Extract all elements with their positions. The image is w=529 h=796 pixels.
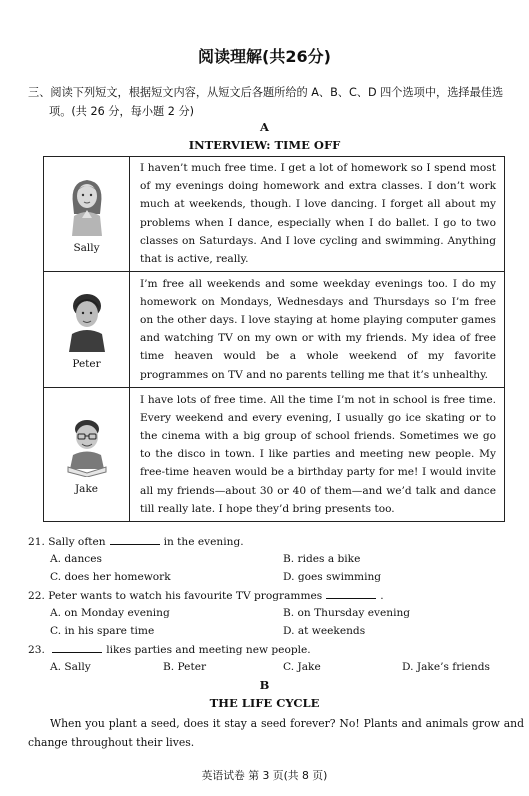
question-23 — [28, 643, 311, 656]
question-number: 23. — [28, 644, 45, 656]
photo-cell — [44, 157, 130, 272]
option-c: C. in his spare time — [50, 625, 155, 637]
option-a: A. Sally — [50, 661, 91, 673]
girl-photo — [64, 174, 110, 236]
boy-photo — [64, 290, 110, 352]
option-b: B. Peter — [163, 661, 207, 673]
option-b: B. on Thursday evening — [283, 607, 411, 619]
option-d: D. goes swimming — [283, 571, 382, 583]
photo-cell — [44, 272, 130, 388]
option-a: A. dances — [50, 553, 102, 565]
option-a: A. on Monday evening — [50, 607, 170, 619]
option-d: D. Jake’s friends — [402, 661, 490, 673]
section-a-heading: INTERVIEW: TIME OFF — [188, 138, 341, 152]
photo-cell — [44, 388, 130, 522]
boy-with-book-photo — [64, 415, 110, 477]
question-21 — [28, 535, 244, 548]
option-c: C. Jake — [283, 661, 321, 673]
page-footer: 英语试卷 第 3 页(共 8 页) — [201, 769, 328, 782]
answer-blank — [52, 643, 102, 653]
student-statement: I’m free all weekends and some weekday evenings too. I do my homework on Mondays, Wednesdays and Thursdays so I’m free on the other days. I love staying at home playing computer games and watching TV on my own or with my friends. My idea of free time heaven would be a whole weekend of my favorite programmes on TV and no parents telling me that it’s unhealthy. — [130, 272, 505, 388]
section-b-heading: THE LIFE CYCLE — [209, 696, 320, 710]
question-stem-end: likes parties and meeting new people. — [106, 644, 311, 656]
section-a-label: A — [260, 120, 269, 134]
option-d: D. at weekends — [283, 625, 366, 637]
question-22 — [28, 589, 384, 602]
question-stem-end: . — [380, 590, 384, 602]
page-title: 阅读理解(共26分) — [198, 47, 331, 66]
answer-blank — [110, 535, 160, 545]
question-stem-end: in the evening. — [163, 536, 244, 548]
student-statement: I have lots of free time. All the time I’m not in school is free time. Every weekend and every evening, I usually go ice skating or to the cinema with a big group of school friends. Sometimes we go to the disco in town. I like parties and meeting new people. My free-time heaven would be a birthday party for me! I would invite all my friends—about 30 or 40 of them—and we’d talk and dance till really late. I hope they’d bring presents too. — [130, 388, 505, 522]
section-b-label: B — [259, 678, 270, 692]
table-row — [44, 157, 505, 272]
student-name: Sally — [73, 242, 100, 255]
question-number: 21. — [28, 536, 45, 548]
instructions-line-1: 三、阅读下列短文，根据短文内容，从短文后各题所给的 A、B、C、D 四个选项中，选择最佳选 — [28, 86, 504, 99]
question-number: 22. — [28, 590, 45, 602]
section-b-paragraph: When you plant a seed, does it stay a seed forever? No! Plants and animals grow and change throughout their lives. — [28, 717, 524, 749]
interview-table — [43, 156, 505, 522]
question-stem: Sally often — [48, 536, 106, 548]
student-statement: I haven’t much free time. I get a lot of homework so I spend most of my evenings doing homework and extra classes. I don’t work much at weekends, though. I love dancing. I forget all about my problems when I dance, especially when I do ballet. I go to two classes on Saturdays. And I love cycling and swimming. Anything that is active, really. — [130, 157, 505, 272]
answer-blank — [326, 589, 376, 599]
instructions-line-2: 项。(共 26 分，每小题 2 分) — [49, 105, 194, 118]
student-name: Jake — [74, 482, 99, 495]
table-row — [44, 388, 505, 522]
table-row — [44, 272, 505, 388]
question-stem: Peter wants to watch his favourite TV programmes — [48, 590, 323, 602]
student-name: Peter — [72, 357, 101, 370]
option-b: B. rides a bike — [283, 553, 361, 565]
instructions — [28, 83, 524, 121]
option-c: C. does her homework — [50, 571, 171, 583]
